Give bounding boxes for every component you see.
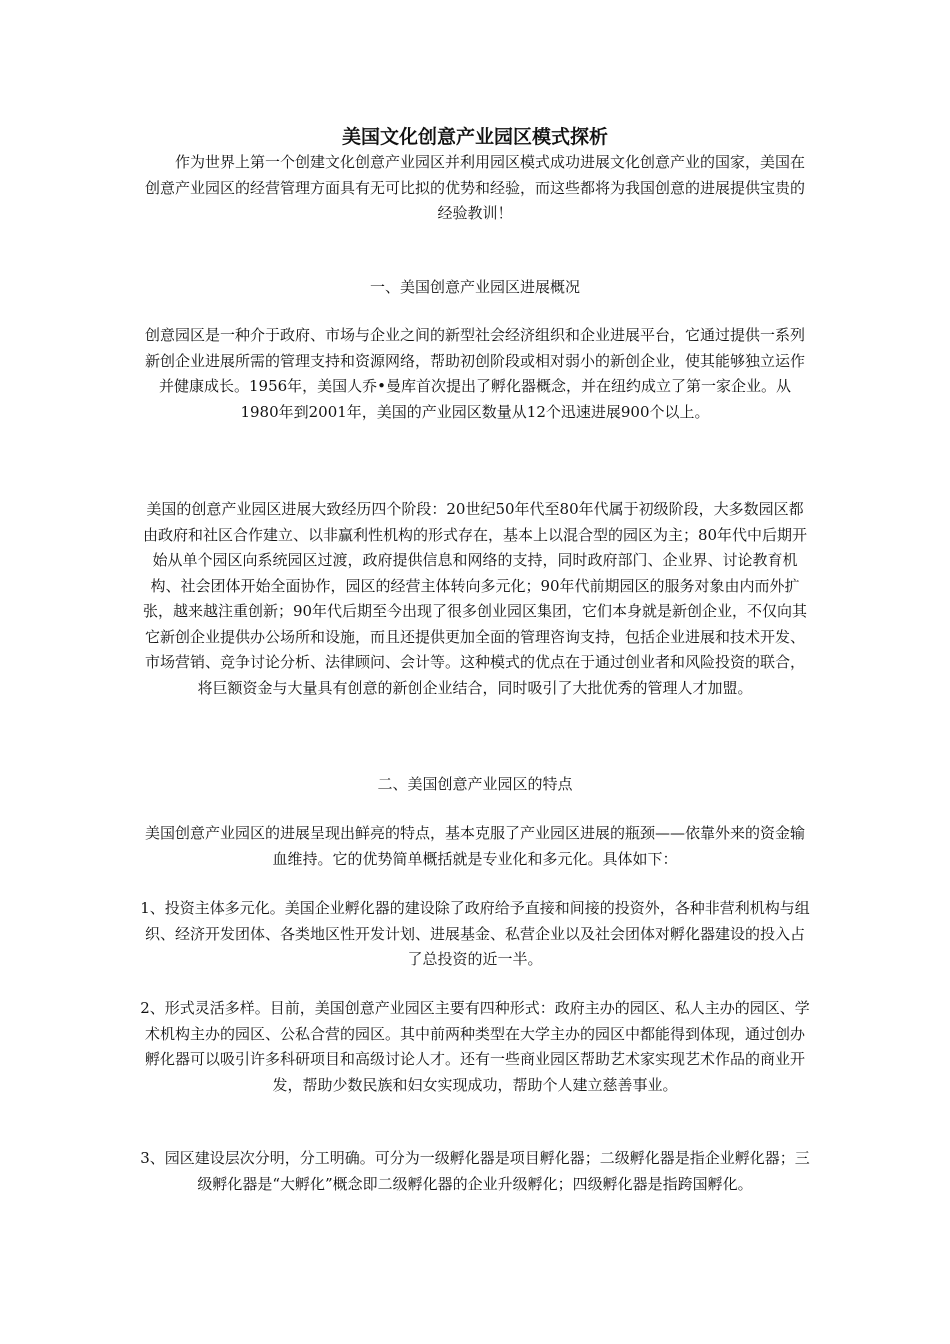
list-item-3: 3、园区建设层次分明，分工明确。可分为一级孵化器是项目孵化器；二级孵化器是指企业孵化器；三级孵化器是“大孵化”概念即二级孵化器的企业升级孵化；四级孵化器是指跨国孵化。 [140,1149,810,1193]
section1-paragraph-2: 美国的创意产业园区进展大致经历四个阶段：20世纪50年代至80年代属于初级阶段，大多数园区都由政府和社区合作建立、以非赢利性机构的形式存在，基本上以混合型的园区为主；80年代中后期开始从单个园区向系统园区过渡，政府提供信息和网络的支持，同时政府部门、企业界、讨论教育机构、社会团体开始全面协作，园区的经营主体转向多元化；90年代前期园区的服务对象由内而外扩张，越来越注重创新；90年代后期至今出现了很多创业园区集团，它们本身就是新创企业，不仅向其它新创企业提供办公场所和设施，而且还提供更加全面的管理咨询支持，包括企业进展和技术开发、市场营销、竞争讨论分析、法律顾问、会计等。这种模式的优点在于通过创业者和风险投资的联合，将巨额资金与大量具有创意的新创企业结合，同时吸引了大批优秀的管理人才加盟。 [142,500,808,697]
section2-paragraph-1: 美国创意产业园区的进展呈现出鲜亮的特点，基本克服了产业园区进展的瓶颈——依靠外来的资金输血维持。它的优势简单概括就是专业化和多元化。具体如下： [144,824,805,868]
document-page [140,0,810,1344]
section-heading-2: 二、美国创意产业园区的特点 [377,775,573,793]
list-item-2: 2、形式灵活多样。目前，美国创意产业园区主要有四种形式：政府主办的园区、私人主办的园区、学术机构主办的园区、公私合营的园区。其中前两种类型在大学主办的园区中都能得到体现，通过创办孵化器可以吸引许多科研项目和高级讨论人才。还有一些商业园区帮助艺术家实现艺术作品的商业开发，帮助少数民族和妇女实现成功，帮助个人建立慈善事业。 [140,999,810,1094]
list-item-1: 1、投资主体多元化。美国企业孵化器的建设除了政府给予直接和间接的投资外，各种非营利机构与组织、经济开发团体、各类地区性开发计划、进展基金、私营企业以及社会团体对孵化器建设的投入占了总投资的近一半。 [140,899,810,968]
section-heading-1: 一、美国创意产业园区进展概况 [369,278,580,296]
section1-paragraph-1: 创意园区是一种介于政府、市场与企业之间的新型社会经济组织和企业进展平台，它通过提供一系列新创企业进展所需的管理支持和资源网络，帮助初创阶段或相对弱小的新创企业，使其能够独立运作并健康成长。1956年，美国人乔•曼库首次提出了孵化器概念，并在纽约成立了第一家企业。从1980年到2001年，美国的产业园区数量从12个迅速进展900个以上。 [144,326,805,421]
intro-paragraph: 作为世界上第一个创建文化创意产业园区并利用园区模式成功进展文化创意产业的国家，美国在创意产业园区的经营管理方面具有无可比拟的优势和经验，而这些都将为我国创意的进展提供宝贵的经验教训！ [144,153,805,222]
document-title: 美国文化创意产业园区模式探析 [341,126,608,148]
